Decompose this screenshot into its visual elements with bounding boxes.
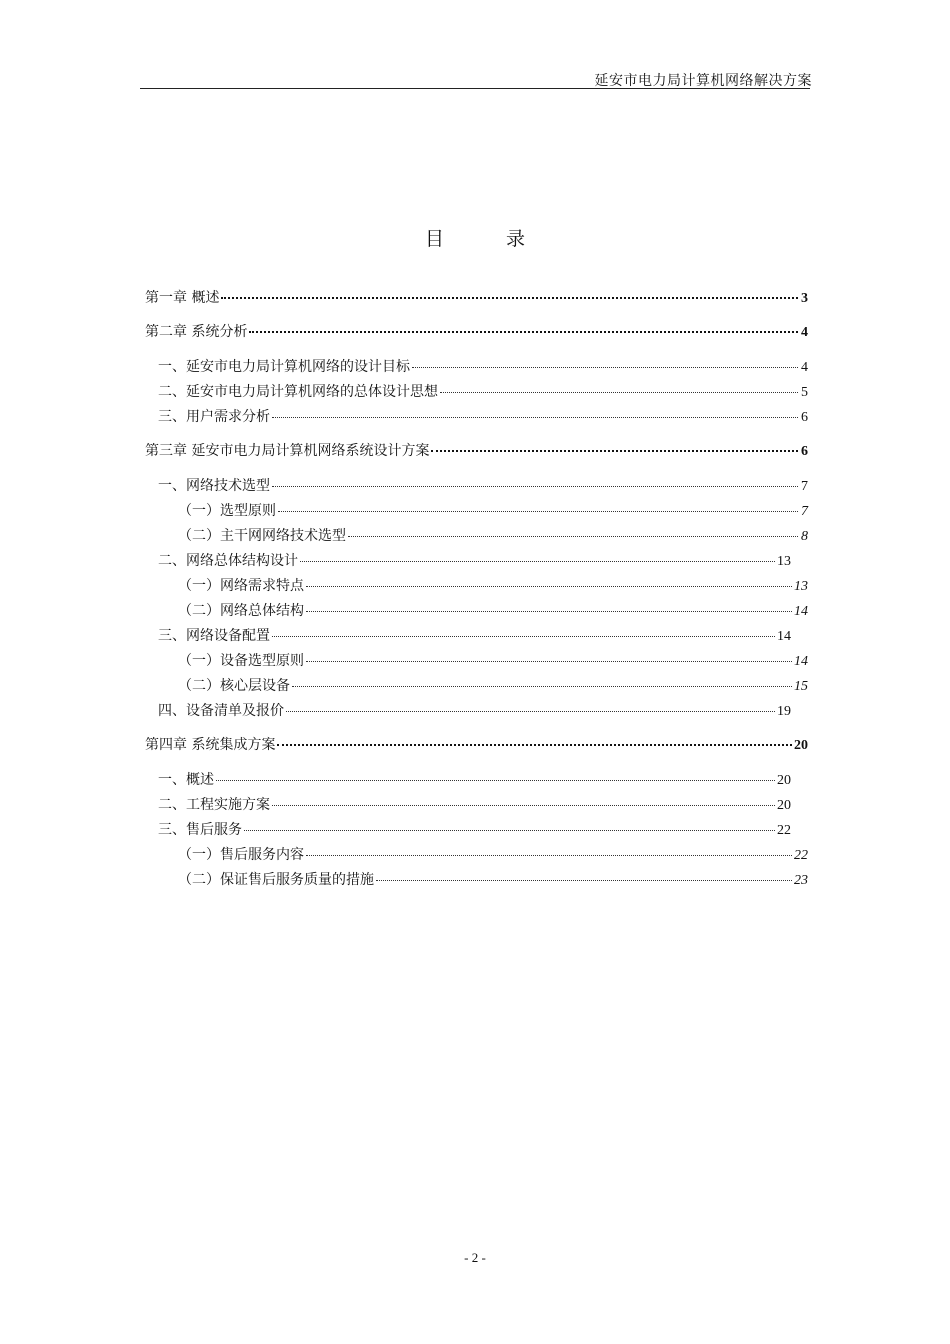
toc-entry-3[interactable] bbox=[158, 357, 808, 377]
toc-entry-page-number: 15 bbox=[794, 679, 808, 694]
toc-entry-page-number: 4 bbox=[801, 325, 808, 340]
toc-dot-leader bbox=[376, 880, 792, 881]
toc-entry-page-number: 20 bbox=[777, 798, 791, 813]
toc-entry-label: （二）保证售后服务质量的措施 bbox=[178, 872, 374, 888]
toc-dot-leader bbox=[431, 450, 798, 452]
toc-entry-20[interactable] bbox=[158, 820, 791, 840]
toc-entry-1[interactable] bbox=[145, 288, 808, 308]
toc-dot-leader bbox=[272, 636, 775, 637]
toc-entry-page-number: 14 bbox=[794, 604, 808, 619]
toc-dot-leader bbox=[286, 711, 775, 712]
toc-entry-label: 三、售后服务 bbox=[158, 822, 242, 838]
toc-entry-page-number: 20 bbox=[794, 738, 808, 753]
toc-entry-label: 三、用户需求分析 bbox=[158, 409, 270, 425]
toc-entry-label: 二、延安市电力局计算机网络的总体设计思想 bbox=[158, 384, 438, 400]
toc-dot-leader bbox=[412, 367, 798, 368]
toc-entry-label: （二）主干网网络技术选型 bbox=[178, 528, 346, 544]
toc-entry-page-number: 19 bbox=[777, 704, 791, 719]
toc-dot-leader bbox=[272, 486, 798, 487]
toc-entry-label: 第四章 系统集成方案 bbox=[145, 737, 276, 753]
toc-entry-label: 一、延安市电力局计算机网络的设计目标 bbox=[158, 359, 410, 375]
toc-entry-4[interactable] bbox=[158, 382, 808, 402]
toc-entry-6[interactable] bbox=[145, 441, 808, 461]
toc-dot-leader bbox=[348, 536, 798, 537]
toc-dot-leader bbox=[272, 805, 775, 806]
toc-entry-label: （二）核心层设备 bbox=[178, 678, 290, 694]
toc-dot-leader bbox=[216, 780, 775, 781]
toc-entry-18[interactable] bbox=[158, 770, 791, 790]
toc-dot-leader bbox=[306, 586, 792, 587]
toc-entry-17[interactable] bbox=[145, 735, 808, 755]
toc-entry-page-number: 7 bbox=[801, 504, 808, 519]
toc-dot-leader bbox=[272, 417, 798, 418]
toc-entry-page-number: 7 bbox=[801, 479, 808, 494]
toc-entry-page-number: 22 bbox=[794, 848, 808, 863]
toc-dot-leader bbox=[221, 297, 798, 299]
toc-entry-label: 一、网络技术选型 bbox=[158, 478, 270, 494]
toc-entry-label: （二）网络总体结构 bbox=[178, 603, 304, 619]
toc-dot-leader bbox=[244, 830, 775, 831]
toc-entry-8[interactable] bbox=[178, 501, 808, 521]
toc-entry-label: （一）售后服务内容 bbox=[178, 847, 304, 863]
toc-entry-page-number: 3 bbox=[801, 291, 808, 306]
toc-title: 目 录 bbox=[424, 228, 554, 250]
toc-entry-page-number: 14 bbox=[777, 629, 791, 644]
toc-entry-12[interactable] bbox=[178, 601, 808, 621]
toc-entry-19[interactable] bbox=[158, 795, 791, 815]
toc-dot-leader bbox=[306, 855, 792, 856]
toc-entry-page-number: 14 bbox=[794, 654, 808, 669]
toc-entry-21[interactable] bbox=[178, 845, 808, 865]
toc-entry-page-number: 8 bbox=[801, 529, 808, 544]
toc-entry-label: 第二章 系统分析 bbox=[145, 324, 248, 340]
toc-entry-14[interactable] bbox=[178, 651, 808, 671]
toc-entry-page-number: 13 bbox=[794, 579, 808, 594]
toc-entry-15[interactable] bbox=[178, 676, 808, 696]
footer-page-number: - 2 - bbox=[464, 1250, 486, 1265]
toc-entry-label: 一、概述 bbox=[158, 772, 214, 788]
toc-entry-10[interactable] bbox=[158, 551, 791, 571]
toc-entry-page-number: 20 bbox=[777, 773, 791, 788]
toc-entry-page-number: 5 bbox=[801, 385, 808, 400]
toc-dot-leader bbox=[292, 686, 792, 687]
toc-dot-leader bbox=[306, 661, 792, 662]
toc-entry-label: 二、网络总体结构设计 bbox=[158, 553, 298, 569]
toc-entry-label: 第一章 概述 bbox=[145, 290, 220, 306]
toc-entry-page-number: 6 bbox=[801, 444, 808, 459]
toc-entry-16[interactable] bbox=[158, 701, 791, 721]
toc-dot-leader bbox=[249, 331, 798, 333]
toc-entry-label: 三、网络设备配置 bbox=[158, 628, 270, 644]
toc-entry-11[interactable] bbox=[178, 576, 808, 596]
toc-dot-leader bbox=[277, 744, 792, 746]
toc-dot-leader bbox=[300, 561, 775, 562]
toc-entry-13[interactable] bbox=[158, 626, 791, 646]
toc-entry-22[interactable] bbox=[178, 870, 808, 890]
toc-entry-7[interactable] bbox=[158, 476, 808, 496]
toc-dot-leader bbox=[440, 392, 798, 393]
toc-entry-label: （一）设备选型原则 bbox=[178, 653, 304, 669]
toc-entry-label: 四、设备清单及报价 bbox=[158, 703, 284, 719]
toc-entry-page-number: 22 bbox=[777, 823, 791, 838]
toc-entry-label: （一）网络需求特点 bbox=[178, 578, 304, 594]
toc-entry-2[interactable] bbox=[145, 322, 808, 342]
toc-entry-label: （一）选型原则 bbox=[178, 503, 276, 519]
toc-entry-label: 二、工程实施方案 bbox=[158, 797, 270, 813]
toc-entry-label: 第三章 延安市电力局计算机网络系统设计方案 bbox=[145, 443, 430, 459]
toc-entry-page-number: 6 bbox=[801, 410, 808, 425]
running-header-title: 延安市电力局计算机网络解决方案 bbox=[594, 73, 812, 89]
toc-entry-page-number: 13 bbox=[777, 554, 791, 569]
toc-entry-9[interactable] bbox=[178, 526, 808, 546]
toc-entry-page-number: 23 bbox=[794, 873, 808, 888]
toc-dot-leader bbox=[278, 511, 798, 512]
toc-dot-leader bbox=[306, 611, 792, 612]
toc-entry-5[interactable] bbox=[158, 407, 808, 427]
toc-entry-page-number: 4 bbox=[801, 360, 808, 375]
